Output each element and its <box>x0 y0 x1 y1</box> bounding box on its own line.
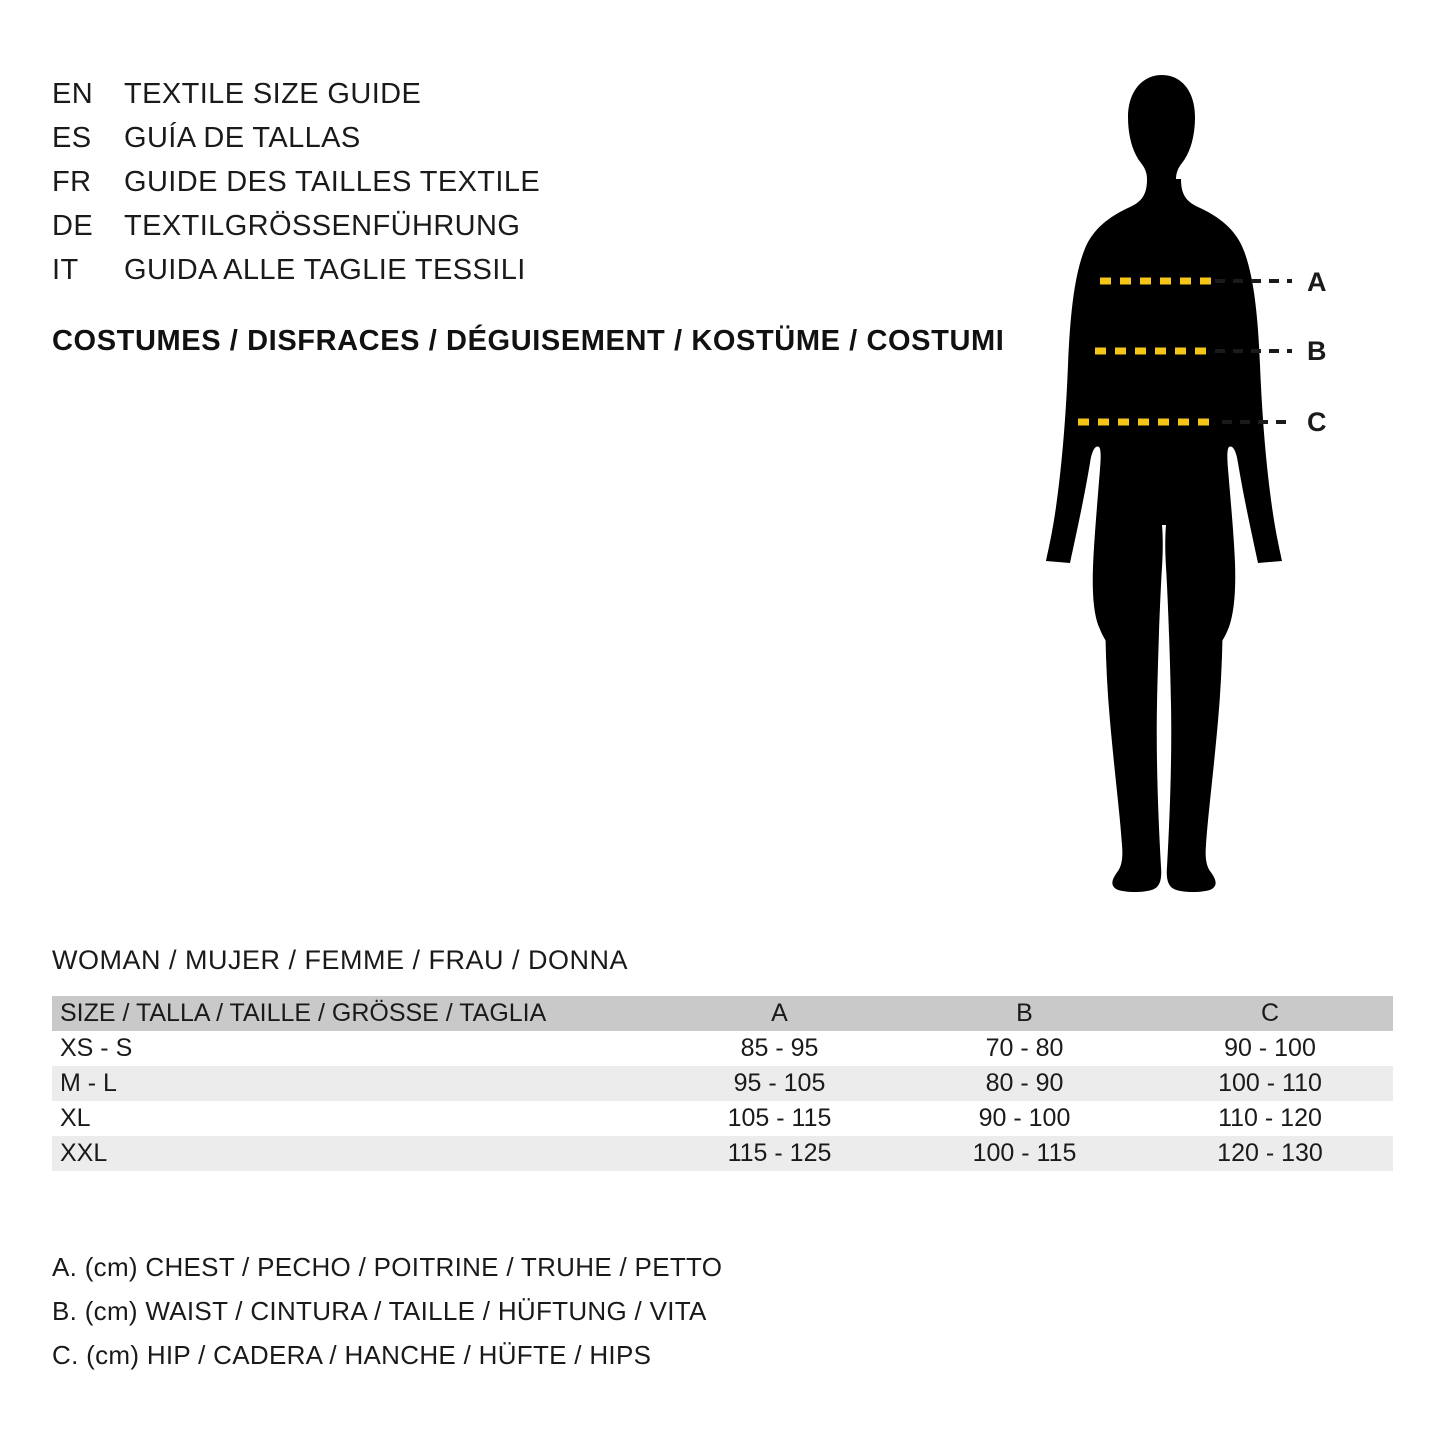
language-row <box>52 160 1012 204</box>
cell-b: 100 - 115 <box>972 1139 1077 1167</box>
table-row <box>52 1136 1393 1171</box>
cell-size: XL <box>60 1104 91 1132</box>
marker-label-a: A <box>1307 267 1327 297</box>
cell-c: 110 - 120 <box>1218 1104 1322 1132</box>
legend-line-b: B. (cm) WAIST / CINTURA / TAILLE / HÜFTUNG / VITA <box>52 1296 707 1326</box>
legend-line-c: C. (cm) HIP / CADERA / HANCHE / HÜFTE / HIPS <box>52 1340 652 1370</box>
marker-label-c: C <box>1307 407 1327 437</box>
language-row <box>52 204 1012 248</box>
language-text: GUIDE DES TAILLES TEXTILE <box>124 166 541 198</box>
cell-size: XS - S <box>60 1034 133 1062</box>
cell-b: 90 - 100 <box>978 1104 1071 1132</box>
language-text: TEXTILGRÖSSENFÜHRUNG <box>124 210 521 242</box>
cell-a: 105 - 115 <box>727 1104 832 1132</box>
table-row <box>52 1066 1393 1101</box>
category-title: COSTUMES / DISFRACES / DÉGUISEMENT / KOSTÜME / COSTUMI <box>52 325 1005 357</box>
cell-a: 95 - 105 <box>733 1069 826 1097</box>
cell-size: XXL <box>60 1139 108 1167</box>
cell-b: 70 - 80 <box>985 1034 1064 1062</box>
language-code: DE <box>52 210 94 242</box>
language-code: EN <box>52 78 94 110</box>
table-title: WOMAN / MUJER / FEMME / FRAU / DONNA <box>52 945 628 975</box>
marker-label-b: B <box>1307 336 1327 366</box>
header-size: SIZE / TALLA / TAILLE / GRÖSSE / TAGLIA <box>60 999 547 1027</box>
language-text: GUÍA DE TALLAS <box>124 122 361 154</box>
language-row <box>52 72 1012 116</box>
language-text: GUIDA ALLE TAGLIE TESSILI <box>124 254 526 286</box>
language-row <box>52 116 1012 160</box>
cell-a: 85 - 95 <box>740 1034 819 1062</box>
header-b: B <box>1016 999 1033 1027</box>
language-code: IT <box>52 254 79 286</box>
figure-illustration <box>1000 55 1400 895</box>
cell-c: 100 - 110 <box>1218 1069 1322 1097</box>
woman-silhouette-icon <box>1000 55 1400 895</box>
table-row <box>52 1101 1393 1136</box>
cell-a: 115 - 125 <box>727 1139 832 1167</box>
cell-c: 120 - 130 <box>1217 1139 1323 1167</box>
language-code: ES <box>52 122 92 154</box>
cell-size: M - L <box>60 1069 117 1097</box>
cell-c: 90 - 100 <box>1224 1034 1316 1062</box>
legend-line-a: A. (cm) CHEST / PECHO / POITRINE / TRUHE / PETTO <box>52 1252 723 1282</box>
language-list <box>52 72 1012 292</box>
cell-b: 80 - 90 <box>985 1069 1064 1097</box>
measurement-legend <box>52 1245 722 1377</box>
table-head <box>52 996 1393 1031</box>
header-a: A <box>771 999 788 1027</box>
language-code: FR <box>52 166 92 198</box>
size-table <box>52 996 1393 1171</box>
table-row <box>52 1031 1393 1066</box>
language-row <box>52 248 1012 292</box>
language-text: TEXTILE SIZE GUIDE <box>124 78 422 110</box>
table-body <box>52 1031 1393 1171</box>
table-header-row <box>52 996 1393 1031</box>
header-c: C <box>1260 999 1280 1027</box>
